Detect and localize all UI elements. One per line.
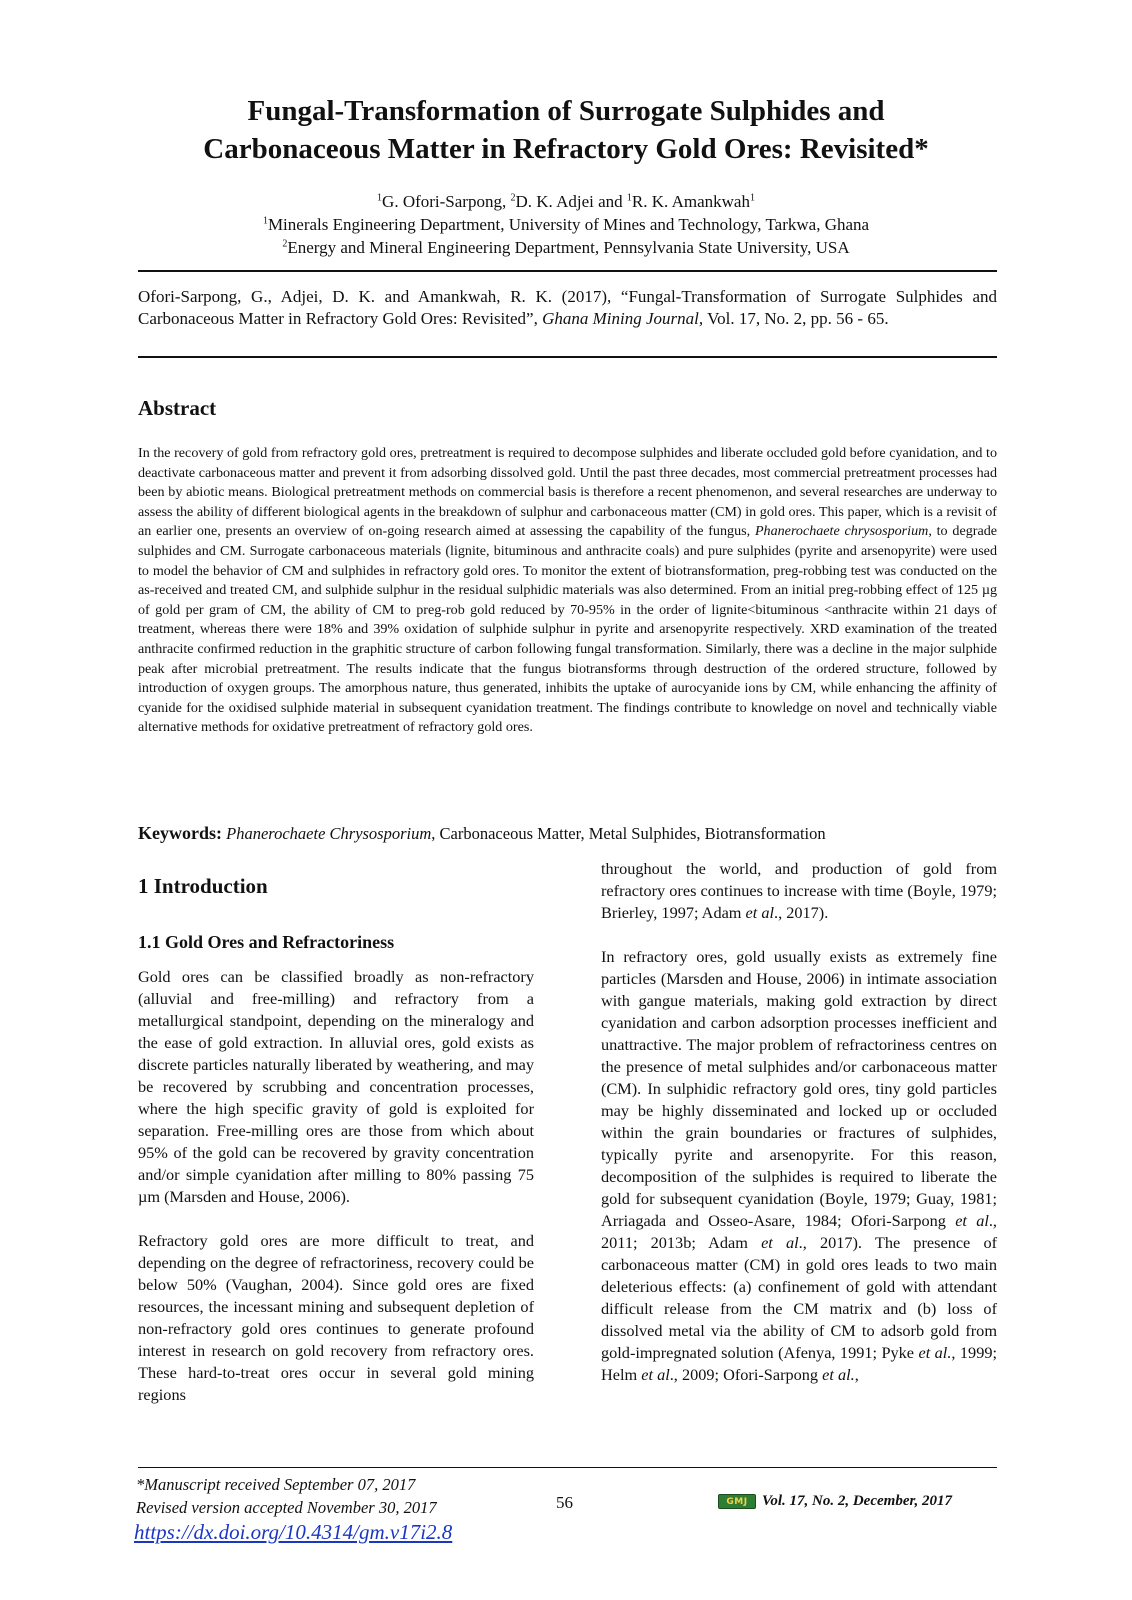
journal-volume [718, 1493, 952, 1510]
left-column [138, 966, 534, 1428]
authors-block [120, 190, 1012, 259]
author-names: $^1$G. Ofori-Sarpong, $^2$D. K. Adjei and $^1$R. K. Amankwah$^1$ [377, 192, 755, 211]
right-column [601, 858, 997, 1408]
abstract-heading: Abstract [138, 396, 217, 420]
doi-link[interactable]: https://dx.doi.org/10.4314/gm.v17i2.8 [134, 1520, 453, 1544]
manuscript-dates [136, 1473, 437, 1519]
received-date: *Manuscript received September 07, 2017 [136, 1475, 416, 1494]
affiliation-2: $^2$Energy and Mineral Engineering Department, Pennsylvania State University, USA [282, 238, 850, 257]
paragraph: In refractory ores, gold usually exists as extremely fine particles (Marsden and House, 2006) in intimate association with gangue materials, making gold extraction by direct cyanidation and carbon adsorption processes inefficient and unattractive. The major problem of refractoriness centres on the presence of metal sulphides and/or carbonaceous matter (CM). In sulphidic refractory gold ores, tiny gold particles may be highly disseminated and locked up or occluded within the grain boundaries or fractures of sulphides, typically pyrite and arsenopyrite. For this reason, decomposition of the sulphides is required to liberate the gold for subsequent cyanidation (Boyle, 1979; Guay, 1981; Arriagada and Osseo-Asare, 1984; Ofori-Sarpong et al., 2011; 2013b; Adam et al., 2017). The presence of carbonaceous matter (CM) in gold ores leads to two main deleterious effects: (a) confinement of gold with attendant difficult release from the CM matrix and (b) loss of dissolved metal via the ability of CM to adsorb gold from gold-impregnated solution (Afenya, 1991; Pyke et al., 1999; Helm et al., 2009; Ofori-Sarpong et al., [601, 947, 998, 1384]
footer-divider [138, 1467, 997, 1468]
paragraph: throughout the world, and production of gold from refractory ores continues to increase with time (Boyle, 1979; Brierley, 1997; Adam et al., 2017). [601, 859, 997, 922]
volume-text: Vol. 17, No. 2, December, 2017 [762, 1493, 952, 1509]
revised-date: Revised version accepted November 30, 2017 [136, 1498, 437, 1517]
paper-title [120, 92, 1012, 168]
title-line-2: Carbonaceous Matter in Refractory Gold Ores: Revisited* [203, 133, 929, 165]
subsection-heading-gold-ores: 1.1 Gold Ores and Refractoriness [138, 932, 395, 952]
divider-top [138, 270, 997, 272]
paragraph: Refractory gold ores are more difficult to treat, and depending on the degree of refractoriness, recovery could be below 50% (Vaughan, 2004). Since gold ores are fixed resources, the incessant mining and subsequent depletion of non-refractory gold ores continues to generate profound interest in research on gold recovery from refractory ores. These hard-to-treat ores occur in several gold mining regions [138, 1231, 534, 1404]
page-number: 56 [556, 1493, 573, 1512]
citation: Ofori-Sarpong, G., Adjei, D. K. and Amankwah, R. K. (2017), “Fungal-Transformation of Surrogate Sulphides and Carbonaceous Matter in Refractory Gold Ores: Revisited”, Ghana Mining Journal, Vol. 17, No. 2, pp. 56 - 65. [138, 287, 997, 328]
abstract-text: In the recovery of gold from refractory gold ores, pretreatment is required to decompose sulphides and liberate occluded gold before cyanidation, and to deactivate carbonaceous matter and prevent it from adsorbing dissolved gold. Until the past three decades, most commercial pretreatment processes had been by abiotic means. Biological pretreatment methods on commercial basis is therefore a recent phenomenon, and several researches are underway to assess the ability of different biological agents in the breakdown of sulphur and carbonaceous matter (CM) in gold ores. This paper, which is a revisit of an earlier one, presents an overview of on-going research aimed at assessing the capability of the fungus, Phanerochaete chrysosporium, to degrade sulphides and CM. Surrogate carbonaceous materials (lignite, bituminous and anthracite coals) and pure sulphides (pyrite and arsenopyrite) were used to model the behavior of CM and sulphides in refractory gold ores. To monitor the extent of biotransformation, preg-robbing test was conducted on the as-received and treated CM, and sulphide sulphur in the residual sulphidic materials was also determined. From an initial preg-robbing effect of 125 µg of gold per gram of CM, the ability of CM to preg-rob gold reduced by 70-95% in the order of lignite<bituminous <anthracite within 21 days of treatment, whereas there were 18% and 39% oxidation of sulphide sulphur in pyrite and arsenopyrite respectively. XRD examination of the treated anthracite confirmed reduction in the graphitic structure of carbon following fungal transformation. Similarly, there was a decline in the major sulphide peak after microbial pretreatment. The results indicate that the fungus biotransforms through destruction of the ordered structure, followed by introduction of oxygen groups. The amorphous nature, thus generated, inhibits the uptake of aurocyanide ions by CM, while enhancing the affinity of cyanide for the oxidised sulphide material in subsequent cyanidation treatment. The findings contribute to knowledge on novel and technically viable alternative methods for oxidative pretreatment of refractory gold ores. [138, 445, 997, 736]
section-heading-introduction: 1 Introduction [138, 874, 268, 898]
divider-bottom [138, 356, 997, 358]
title-line-1: Fungal-Transformation of Surrogate Sulphides and [247, 95, 885, 127]
journal-name: Ghana Mining Journal, [542, 309, 704, 328]
affiliation-1: $^1$Minerals Engineering Department, University of Mines and Technology, Tarkwa, Ghana [262, 215, 870, 234]
keywords: Keywords: Phanerochaete Chrysosporium, Carbonaceous Matter, Metal Sulphides, Biotransformation [138, 823, 826, 843]
gmj-logo-icon: GMJ [718, 1494, 756, 1509]
paragraph: Gold ores can be classified broadly as non-refractory (alluvial and free-milling) and refractory from a metallurgical standpoint, depending on the mineralogy and the ease of gold extraction. In alluvial ores, gold exists as discrete particles naturally liberated by weathering, and may be recovered by scrubbing and concentration processes, where the high specific gravity of gold is exploited for separation. Free-milling ores are those from which about 95% of the gold can be recovered by gravity concentration and/or simple cyanidation after milling to 80% passing 75 µm (Marsden and House, 2006). [138, 967, 534, 1206]
